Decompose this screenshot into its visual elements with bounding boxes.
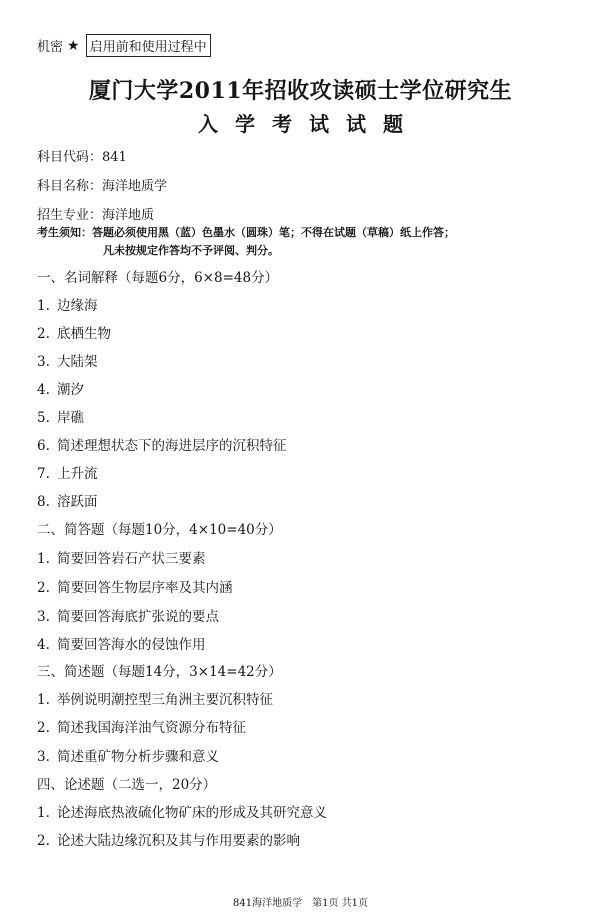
page-footer: 841海洋地质学 第1页 共1页 (233, 898, 368, 909)
question-number: 5. (37, 410, 50, 426)
question-text: 简要回答海水的侵蚀作用 (57, 637, 206, 653)
question-text: 简要回答岩石产状三要素 (57, 551, 206, 567)
question-number: 4. (37, 637, 50, 653)
question-text: 论述大陆边缘沉积及其与作用要素的影响 (57, 833, 300, 849)
subject-name: 科目名称：海洋地质学 (37, 179, 168, 194)
question-text: 底栖生物 (57, 326, 111, 342)
question-item (37, 688, 273, 708)
question-item (37, 547, 206, 567)
subject-major: 招生专业：海洋地质 (37, 208, 155, 223)
question-number: 1. (37, 298, 50, 314)
question-number: 6. (37, 438, 50, 454)
question-text: 简述我国海洋油气资源分布特征 (57, 720, 246, 736)
star-icon: ★ (67, 37, 80, 54)
secret-note-box: 启用前和使用过程中 (86, 34, 211, 57)
question-item (37, 633, 206, 653)
notice-line-2: 凡未按规定作答均不予评阅、判分。 (103, 244, 279, 257)
section-heading: 三、简述题（每题14分，3×14=42分） (37, 664, 282, 680)
question-number: 3. (37, 354, 50, 370)
question-text: 简要回答海底扩张说的要点 (57, 609, 219, 625)
section-heading: 一、名词解释（每题6分，6×8=48分） (37, 270, 279, 286)
question-text: 论述海底热液硫化物矿床的形成及其研究意义 (57, 805, 327, 821)
question-number: 2. (37, 720, 50, 736)
question-number: 3. (37, 749, 50, 765)
question-number: 8. (37, 494, 50, 510)
section-heading: 二、简答题（每题10分，4×10=40分） (37, 522, 282, 538)
question-number: 1. (37, 551, 50, 567)
question-text: 简述重矿物分析步骤和意义 (57, 749, 219, 765)
question-text: 上升流 (57, 466, 98, 482)
subject-code: 科目代码：841 (37, 150, 127, 165)
question-text: 简述理想状态下的海进层序的沉积特征 (57, 438, 287, 454)
question-text: 简要回答生物层序率及其内涵 (57, 580, 233, 596)
question-item (37, 378, 84, 398)
question-text: 边缘海 (57, 298, 98, 314)
question-item (37, 801, 327, 821)
exam-notice (37, 224, 455, 260)
exam-title: 厦门大学2011年招收攻读硕士学位研究生 (88, 78, 513, 104)
question-item (37, 350, 98, 370)
question-number: 4. (37, 382, 50, 398)
question-text: 举例说明潮控型三角洲主要沉积特征 (57, 692, 273, 708)
question-number: 3. (37, 609, 50, 625)
question-text: 溶跃面 (57, 494, 98, 510)
question-text: 岸礁 (57, 410, 84, 426)
exam-subtitle: 入学考试试题 (198, 112, 420, 136)
question-item (37, 322, 111, 342)
question-item (37, 716, 246, 736)
question-number: 1. (37, 692, 50, 708)
question-item (37, 829, 300, 849)
question-item (37, 406, 84, 426)
section-heading: 四、论述题（二选一，20分） (37, 777, 217, 793)
secret-label: 机密 (37, 40, 64, 55)
question-number: 1. (37, 805, 50, 821)
notice-line-1: 考生须知：答题必须使用黑（蓝）色墨水（圆珠）笔；不得在试题（草稿）纸上作答； (37, 226, 455, 239)
question-item (37, 490, 98, 510)
question-number: 2. (37, 580, 50, 596)
question-number: 2. (37, 326, 50, 342)
question-item (37, 576, 233, 596)
confidentiality-marker (37, 34, 211, 57)
question-text: 潮汐 (57, 382, 84, 398)
question-text: 大陆架 (57, 354, 98, 370)
question-item (37, 294, 98, 314)
question-item (37, 434, 287, 454)
question-number: 2. (37, 833, 50, 849)
question-item (37, 605, 219, 625)
question-number: 7. (37, 466, 50, 482)
question-item (37, 462, 98, 482)
question-item (37, 745, 219, 765)
